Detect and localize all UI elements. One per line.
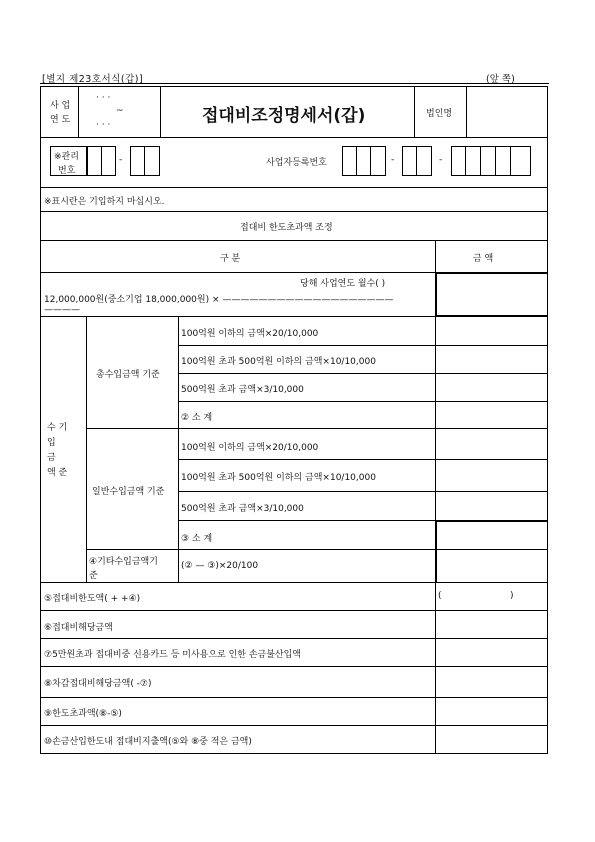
corp-name-field[interactable] bbox=[467, 87, 547, 136]
amount-cell[interactable] bbox=[436, 639, 547, 666]
gross-row-under-10b: 100억원 이하의 금액×20/10,000 bbox=[181, 329, 319, 339]
corp-name-label: 법인명 bbox=[426, 109, 453, 119]
side-label-line2: 입 bbox=[47, 438, 56, 448]
amount-cell[interactable] bbox=[436, 460, 547, 491]
side-label-line3: 금 bbox=[47, 453, 56, 463]
amount-cell[interactable] bbox=[436, 346, 547, 373]
amount-cell-base[interactable] bbox=[436, 273, 548, 316]
excess-amount-label: ⑨한도초과액(⑧-⑤) bbox=[44, 709, 122, 719]
form-number: [별지 제23호서식(갑)] bbox=[42, 74, 144, 85]
general-row-10b-50b: 100억원 초과 500억원 이하의 금액×10/10,000 bbox=[181, 473, 376, 483]
limit-amount-label: ⑤접대비한도액( + +④) bbox=[44, 594, 141, 604]
mgmt-no-cell[interactable] bbox=[130, 146, 145, 176]
side-label-line1: 수 기 bbox=[47, 423, 68, 433]
gross-row-over-50b: 500억원 초과 금액×3/10,000 bbox=[181, 385, 304, 395]
column-header-category: 구 분 bbox=[220, 254, 241, 264]
amount-cell[interactable] bbox=[436, 611, 547, 638]
reg-no-cell[interactable] bbox=[480, 146, 496, 176]
reg-no-cell[interactable] bbox=[465, 146, 481, 176]
amount-cell[interactable] bbox=[436, 402, 547, 428]
reg-no-cell[interactable] bbox=[416, 146, 432, 176]
amount-cell[interactable] bbox=[436, 492, 547, 520]
business-year-end[interactable]: · · · bbox=[96, 120, 111, 130]
other-revenue-formula: (② — ③)×20/100 bbox=[181, 561, 259, 571]
general-row-over-50b: 500억원 초과 금액×3/10,000 bbox=[181, 504, 304, 514]
base-formula-text: 12,000,000원(중소기업 18,000,000원) × ——————————————————— bbox=[44, 295, 394, 305]
general-revenue-label: 일반수입금액 기준 bbox=[92, 487, 165, 497]
reg-no-cell[interactable] bbox=[402, 146, 417, 176]
amount-cell[interactable] bbox=[436, 667, 547, 697]
mgmt-no-cell[interactable] bbox=[144, 146, 160, 176]
reg-no-cell[interactable] bbox=[370, 146, 386, 176]
amount-cell[interactable] bbox=[436, 698, 547, 725]
header-rule bbox=[40, 83, 549, 84]
mgmt-no-label-line2: 번호 bbox=[58, 166, 76, 176]
business-year-label-line2: 연 도 bbox=[50, 115, 71, 125]
column-header-amount: 금 액 bbox=[473, 254, 494, 264]
limit-amount-open: ( bbox=[438, 591, 442, 601]
amount-cell[interactable] bbox=[436, 521, 548, 550]
other-revenue-label-line2: 준 bbox=[89, 571, 98, 581]
net-expense-label: ⑧차감접대비해당금액( -⑦) bbox=[44, 679, 152, 689]
business-year-label-line1: 사 업 bbox=[50, 101, 71, 111]
gross-revenue-label: 총수입금액 기준 bbox=[96, 370, 160, 380]
reg-no-cell[interactable] bbox=[342, 146, 357, 176]
entertainment-expense-label: ⑥접대비해당금액 bbox=[44, 623, 113, 633]
base-formula-months: 당해 사업연도 월수( ) bbox=[300, 279, 386, 289]
limit-amount-close: ) bbox=[510, 591, 514, 601]
gross-subtotal: ② 소 계 bbox=[181, 413, 213, 423]
reg-no-cell[interactable] bbox=[451, 146, 466, 176]
amount-cell[interactable] bbox=[436, 549, 548, 583]
form-title: 접대비조정명세서(갑) bbox=[202, 106, 366, 126]
mgmt-no-cell[interactable] bbox=[101, 146, 116, 176]
reg-no-label: 사업자등록번호 bbox=[266, 158, 327, 168]
reg-no-dash: - bbox=[391, 155, 395, 165]
gross-row-10b-50b: 100억원 초과 500억원 이하의 금액×10/10,000 bbox=[181, 357, 376, 367]
amount-cell[interactable] bbox=[436, 726, 547, 753]
base-formula-wrap: ———— bbox=[44, 305, 80, 315]
note-text: ※표시란은 기입하지 마십시오. bbox=[44, 197, 165, 207]
deductible-within-limit-label: ⑩손금산입한도내 접대비지출액(⑤와 ⑧중 적은 금액) bbox=[44, 737, 252, 747]
amount-cell[interactable] bbox=[436, 374, 547, 401]
general-row-under-10b: 100억원 이하의 금액×20/10,000 bbox=[181, 443, 319, 453]
general-subtotal: ③ 소 계 bbox=[181, 534, 213, 544]
other-revenue-label-line1: ④기타수입금액기 bbox=[89, 557, 158, 567]
amount-cell[interactable] bbox=[436, 317, 547, 345]
reg-no-cell[interactable] bbox=[356, 146, 371, 176]
reg-no-cell[interactable] bbox=[510, 146, 531, 176]
business-year-start[interactable]: · · · bbox=[96, 93, 111, 103]
mgmt-no-label-line1: ※관리 bbox=[54, 152, 79, 162]
side-label-line4: 액 준 bbox=[47, 468, 68, 478]
reg-no-dash: - bbox=[439, 155, 443, 165]
mgmt-no-dash: - bbox=[119, 155, 123, 165]
amount-cell[interactable] bbox=[436, 429, 547, 459]
section-title: 접대비 한도초과액 조정 bbox=[240, 223, 333, 233]
business-year-tilde: ~ bbox=[116, 106, 124, 116]
non-deductible-card-label: ⑦5만원초과 접대비중 신용카드 등 미사용으로 인한 손금불산입액 bbox=[44, 650, 302, 660]
mgmt-no-cell[interactable] bbox=[87, 146, 102, 176]
page-side-label: (앞 쪽) bbox=[486, 74, 515, 85]
reg-no-cell[interactable] bbox=[495, 146, 511, 176]
